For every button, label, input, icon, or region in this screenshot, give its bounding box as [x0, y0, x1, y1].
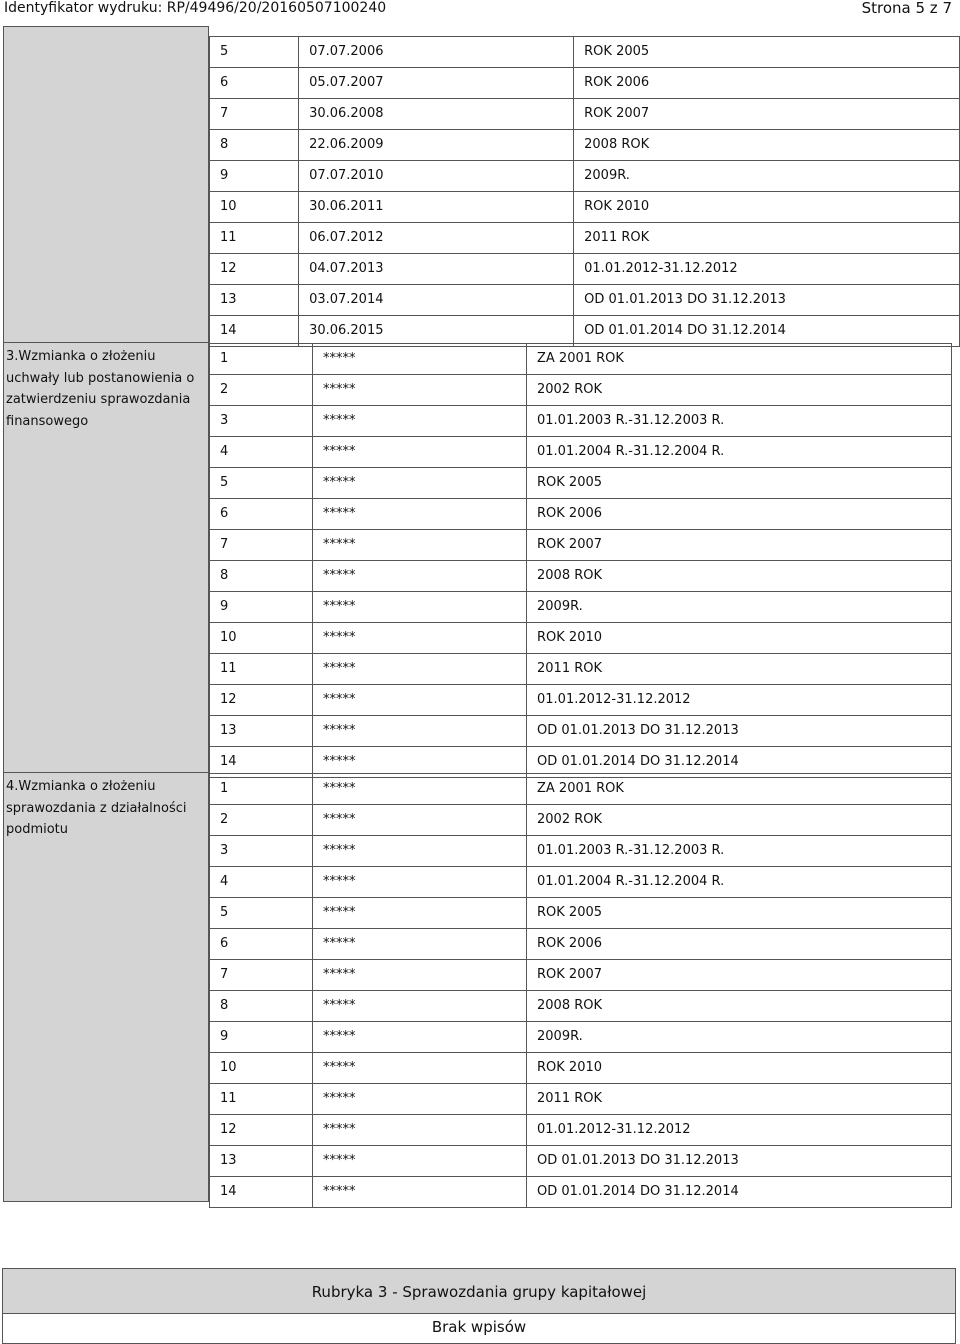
- cell-period: 2002 ROK: [527, 805, 952, 836]
- table-row: [210, 1146, 952, 1177]
- table-row: [210, 223, 960, 254]
- table-row: [210, 1053, 952, 1084]
- cell-period: 01.01.2003 R.-31.12.2003 R.: [527, 406, 952, 437]
- cell-n: 6: [210, 68, 299, 99]
- cell-mask: *****: [313, 623, 527, 654]
- table-row: [210, 285, 960, 316]
- cell-period: 01.01.2004 R.-31.12.2004 R.: [527, 867, 952, 898]
- cell-n: 13: [210, 1146, 313, 1177]
- cell-mask: *****: [313, 898, 527, 929]
- table-row: [210, 375, 952, 406]
- cell-period: 01.01.2003 R.-31.12.2003 R.: [527, 836, 952, 867]
- table-row: [210, 774, 952, 805]
- cell-n: 7: [210, 530, 313, 561]
- section-prev-table: [209, 36, 960, 347]
- cell-mask: *****: [313, 530, 527, 561]
- cell-period: 2009R.: [527, 592, 952, 623]
- cell-period: ROK 2006: [527, 929, 952, 960]
- cell-date: 05.07.2007: [299, 68, 574, 99]
- cell-date: 30.06.2011: [299, 192, 574, 223]
- cell-n: 1: [210, 774, 313, 805]
- cell-mask: *****: [313, 805, 527, 836]
- cell-mask: *****: [313, 836, 527, 867]
- cell-date: 04.07.2013: [299, 254, 574, 285]
- cell-period: 2009R.: [527, 1022, 952, 1053]
- cell-n: 9: [210, 1022, 313, 1053]
- cell-period: ROK 2005: [527, 898, 952, 929]
- table-row: [210, 1115, 952, 1146]
- table-row: [210, 654, 952, 685]
- cell-mask: *****: [313, 499, 527, 530]
- cell-period: 2008 ROK: [527, 991, 952, 1022]
- table-row: [210, 623, 952, 654]
- cell-n: 8: [210, 130, 299, 161]
- cell-n: 14: [210, 1177, 313, 1208]
- cell-mask: *****: [313, 1177, 527, 1208]
- cell-n: 9: [210, 592, 313, 623]
- table-row: [210, 592, 952, 623]
- cell-n: 9: [210, 161, 299, 192]
- cell-n: 11: [210, 654, 313, 685]
- cell-n: 12: [210, 254, 299, 285]
- cell-mask: *****: [313, 991, 527, 1022]
- cell-n: 10: [210, 192, 299, 223]
- cell-period: ROK 2010: [574, 192, 960, 223]
- cell-n: 6: [210, 929, 313, 960]
- table-row: [210, 836, 952, 867]
- cell-n: 6: [210, 499, 313, 530]
- cell-date: 30.06.2015: [299, 316, 574, 347]
- cell-period: ROK 2005: [574, 37, 960, 68]
- cell-period: OD 01.01.2013 DO 31.12.2013: [527, 716, 952, 747]
- cell-period: ROK 2006: [527, 499, 952, 530]
- cell-period: ROK 2007: [527, 960, 952, 991]
- cell-date: 06.07.2012: [299, 223, 574, 254]
- cell-period: 2008 ROK: [574, 130, 960, 161]
- cell-period: 2008 ROK: [527, 561, 952, 592]
- table-row: [210, 161, 960, 192]
- cell-n: 4: [210, 437, 313, 468]
- table-row: [210, 805, 952, 836]
- cell-period: 2011 ROK: [574, 223, 960, 254]
- cell-period: ROK 2010: [527, 623, 952, 654]
- table-row: [210, 898, 952, 929]
- section-3-table: [209, 343, 952, 778]
- cell-mask: *****: [313, 716, 527, 747]
- table-row: [210, 960, 952, 991]
- cell-period: OD 01.01.2013 DO 31.12.2013: [574, 285, 960, 316]
- cell-mask: *****: [313, 375, 527, 406]
- cell-date: 22.06.2009: [299, 130, 574, 161]
- cell-mask: *****: [313, 437, 527, 468]
- cell-n: 10: [210, 1053, 313, 1084]
- cell-date: 07.07.2006: [299, 37, 574, 68]
- cell-n: 5: [210, 898, 313, 929]
- table-row: [210, 991, 952, 1022]
- table-row: [210, 192, 960, 223]
- section-4-table: [209, 773, 952, 1208]
- cell-n: 1: [210, 344, 313, 375]
- cell-period: OD 01.01.2014 DO 31.12.2014: [574, 316, 960, 347]
- cell-n: 7: [210, 960, 313, 991]
- cell-n: 13: [210, 716, 313, 747]
- cell-mask: *****: [313, 1115, 527, 1146]
- table-row: [210, 1084, 952, 1115]
- rubric-empty-notice: Brak wpisów: [2, 1314, 956, 1344]
- table-row: [210, 929, 952, 960]
- cell-n: 10: [210, 623, 313, 654]
- cell-period: ZA 2001 ROK: [527, 344, 952, 375]
- cell-mask: *****: [313, 1022, 527, 1053]
- cell-mask: *****: [313, 747, 527, 778]
- cell-mask: *****: [313, 406, 527, 437]
- cell-period: 2009R.: [574, 161, 960, 192]
- table-row: [210, 468, 952, 499]
- cell-period: 2011 ROK: [527, 654, 952, 685]
- cell-n: 14: [210, 316, 299, 347]
- section-prev-label-cell: [3, 26, 209, 342]
- table-row: [210, 437, 952, 468]
- cell-mask: *****: [313, 685, 527, 716]
- table-row: [210, 867, 952, 898]
- cell-period: 01.01.2012-31.12.2012: [574, 254, 960, 285]
- rubric-title: Rubryka 3 - Sprawozdania grupy kapitałowej: [2, 1268, 956, 1314]
- cell-n: 3: [210, 406, 313, 437]
- table-row: [210, 68, 960, 99]
- cell-date: 03.07.2014: [299, 285, 574, 316]
- cell-date: 30.06.2008: [299, 99, 574, 130]
- cell-mask: *****: [313, 344, 527, 375]
- cell-n: 2: [210, 805, 313, 836]
- cell-period: 01.01.2012-31.12.2012: [527, 1115, 952, 1146]
- cell-n: 5: [210, 37, 299, 68]
- table-row: [210, 99, 960, 130]
- cell-period: ROK 2007: [574, 99, 960, 130]
- table-row: [210, 37, 960, 68]
- cell-mask: *****: [313, 960, 527, 991]
- table-row: [210, 316, 960, 347]
- table-row: [210, 716, 952, 747]
- cell-n: 12: [210, 1115, 313, 1146]
- table-row: [210, 1022, 952, 1053]
- section-3-label-cell: [3, 342, 209, 772]
- cell-n: 2: [210, 375, 313, 406]
- table-row: [210, 1177, 952, 1208]
- cell-n: 5: [210, 468, 313, 499]
- table-row: [210, 499, 952, 530]
- cell-n: 11: [210, 1084, 313, 1115]
- table-row: [210, 406, 952, 437]
- cell-period: ROK 2006: [574, 68, 960, 99]
- cell-mask: *****: [313, 592, 527, 623]
- table-row: [210, 130, 960, 161]
- cell-period: ZA 2001 ROK: [527, 774, 952, 805]
- cell-mask: *****: [313, 561, 527, 592]
- cell-period: ROK 2010: [527, 1053, 952, 1084]
- cell-date: 07.07.2010: [299, 161, 574, 192]
- cell-period: OD 01.01.2013 DO 31.12.2013: [527, 1146, 952, 1177]
- section-3-label: 3.Wzmianka o złożeniu uchwały lub postanowienia o zatwierdzeniu sprawozdania finansowego: [6, 349, 195, 429]
- cell-period: 2011 ROK: [527, 1084, 952, 1115]
- cell-mask: *****: [313, 1053, 527, 1084]
- cell-mask: *****: [313, 929, 527, 960]
- cell-mask: *****: [313, 774, 527, 805]
- cell-n: 7: [210, 99, 299, 130]
- cell-period: 2002 ROK: [527, 375, 952, 406]
- table-row: [210, 344, 952, 375]
- cell-n: 14: [210, 747, 313, 778]
- cell-n: 8: [210, 561, 313, 592]
- page-number: Strona 5 z 7: [861, 0, 952, 17]
- table-row: [210, 530, 952, 561]
- table-row: [210, 561, 952, 592]
- cell-n: 8: [210, 991, 313, 1022]
- cell-n: 12: [210, 685, 313, 716]
- cell-mask: *****: [313, 1146, 527, 1177]
- cell-n: 4: [210, 867, 313, 898]
- cell-period: ROK 2005: [527, 468, 952, 499]
- cell-mask: *****: [313, 1084, 527, 1115]
- table-row: [210, 685, 952, 716]
- print-identifier: Identyfikator wydruku: RP/49496/20/20160507100240: [4, 0, 387, 16]
- cell-period: OD 01.01.2014 DO 31.12.2014: [527, 1177, 952, 1208]
- table-row: [210, 254, 960, 285]
- cell-mask: *****: [313, 654, 527, 685]
- cell-period: 01.01.2004 R.-31.12.2004 R.: [527, 437, 952, 468]
- cell-n: 11: [210, 223, 299, 254]
- cell-n: 3: [210, 836, 313, 867]
- cell-mask: *****: [313, 867, 527, 898]
- section-4-label: 4.Wzmianka o złożeniu sprawozdania z działalności podmiotu: [6, 779, 187, 837]
- cell-period: OD 01.01.2014 DO 31.12.2014: [527, 747, 952, 778]
- section-4-label-cell: [3, 772, 209, 1202]
- cell-period: 01.01.2012-31.12.2012: [527, 685, 952, 716]
- cell-mask: *****: [313, 468, 527, 499]
- cell-period: ROK 2007: [527, 530, 952, 561]
- cell-n: 13: [210, 285, 299, 316]
